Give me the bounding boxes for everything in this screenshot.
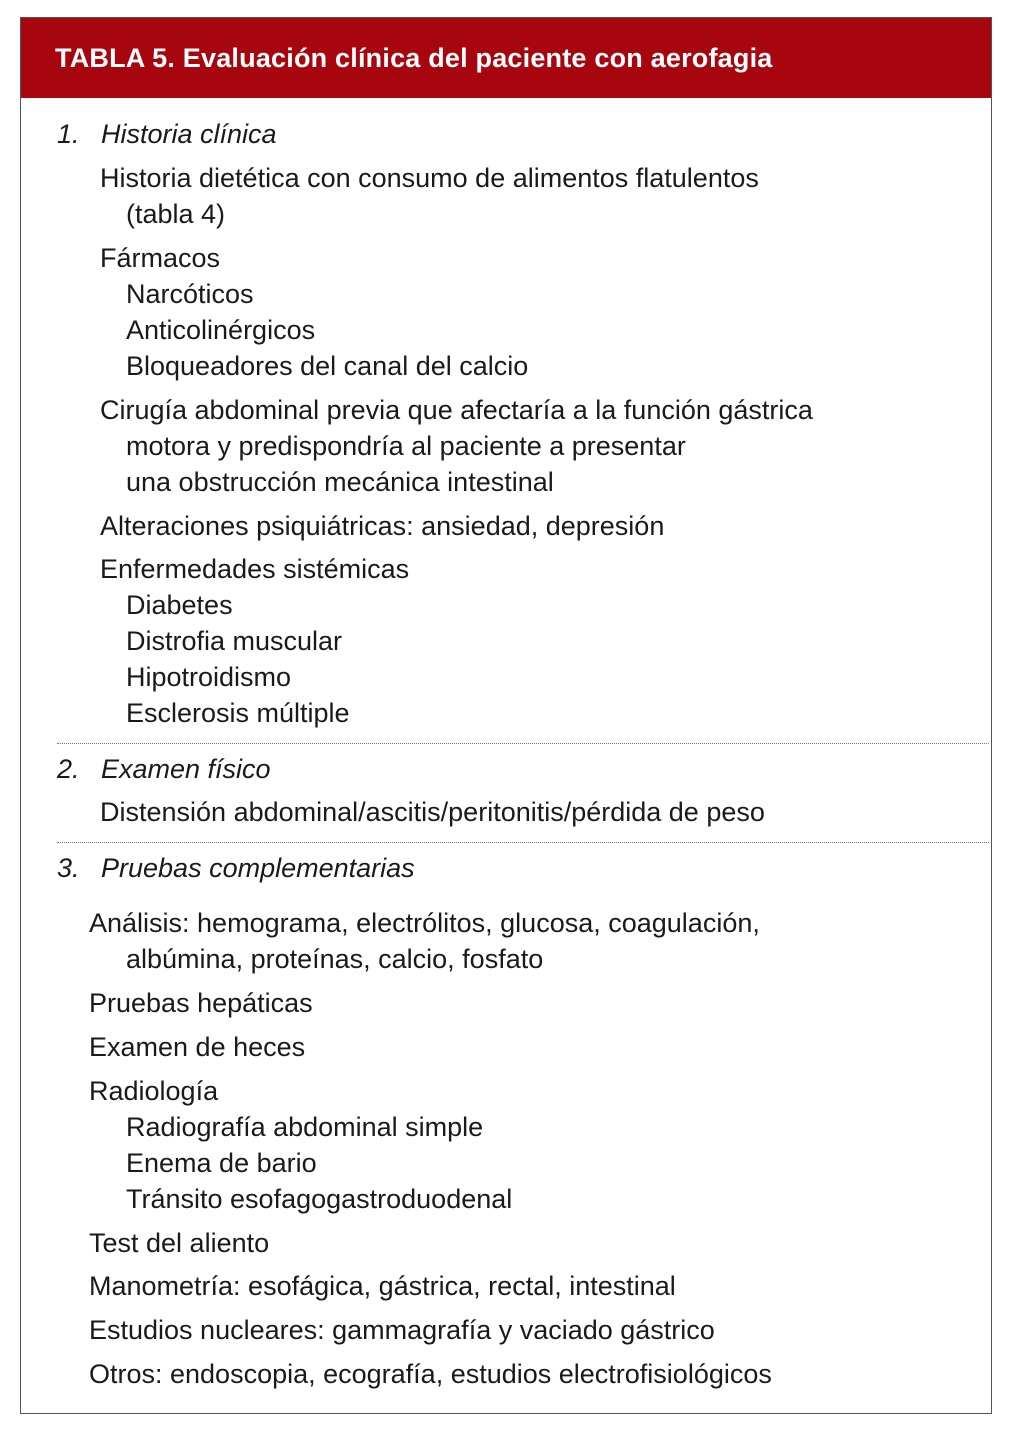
section-divider [57,743,989,744]
list-item: Pruebas hepáticas [89,988,313,1018]
list-item: Análisis: hemograma, electrólitos, glucosa, coagulación, [89,908,760,938]
list-item: Examen de heces [89,1032,306,1062]
list-item: Diabetes [126,590,233,620]
list-item: Enfermedades sistémicas [100,554,410,584]
list-item: Test del aliento [89,1228,270,1258]
evaluation-table [20,17,992,1414]
list-item: Tránsito esofagogastroduodenal [126,1184,513,1214]
list-item: albúmina, proteínas, calcio, fosfato [126,944,544,974]
list-item: Fármacos [100,243,221,273]
section-number: 2. [57,754,80,784]
section-title-text: Historia clínica [101,119,277,149]
section-number: 1. [57,119,80,149]
list-item: Enema de bario [126,1148,317,1178]
list-item: motora y predispondría al paciente a presentar [126,431,686,461]
list-item: Hipotroidismo [126,662,292,692]
list-item: Otros: endoscopia, ecografía, estudios electrofisiológicos [89,1359,772,1389]
section-title-text: Pruebas complementarias [101,853,415,883]
list-item: Cirugía abdominal previa que afectaría a la función gástrica [100,395,813,425]
list-item: Radiología [89,1076,219,1106]
list-item: Manometría: esofágica, gástrica, rectal, intestinal [89,1271,676,1301]
table-title: TABLA 5. Evaluación clínica del paciente con aerofagia [21,18,991,98]
list-item: Esclerosis múltiple [126,698,350,728]
section-title [57,116,277,152]
list-item: Estudios nucleares: gammagrafía y vaciado gástrico [89,1315,715,1345]
list-item: Bloqueadores del canal del calcio [126,351,529,381]
list-item: Distrofia muscular [126,626,343,656]
list-item: Alteraciones psiquiátricas: ansiedad, depresión [100,511,665,541]
section-title [57,850,415,886]
list-item: (tabla 4) [126,199,226,229]
section-title-text: Examen físico [101,754,271,784]
list-item: Distensión abdominal/ascitis/peritonitis/pérdida de peso [100,797,765,827]
section-divider [57,842,989,843]
section-title [57,751,271,787]
list-item: Historia dietética con consumo de alimentos flatulentos [100,163,759,193]
list-item: una obstrucción mecánica intestinal [126,467,554,497]
list-item: Radiografía abdominal simple [126,1112,484,1142]
list-item: Narcóticos [126,279,254,309]
list-item: Anticolinérgicos [126,315,316,345]
section-number: 3. [57,853,80,883]
